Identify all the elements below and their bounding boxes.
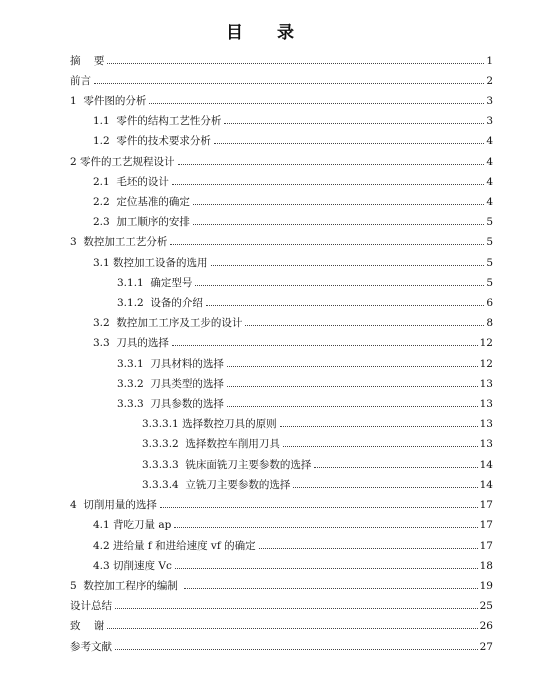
toc-entry-page: 2 <box>486 75 493 87</box>
leader-dots <box>172 184 484 185</box>
toc-entry-page: 13 <box>479 438 493 450</box>
toc-entry[interactable] <box>93 208 493 228</box>
toc-entry-label: 3 数控加工工艺分析 <box>70 236 168 248</box>
toc-entry[interactable] <box>142 430 493 450</box>
toc-entry-label: 3.1.1 确定型号 <box>117 277 193 289</box>
leader-dots <box>160 507 478 508</box>
toc-entry-page: 8 <box>486 317 493 329</box>
toc-entry[interactable] <box>93 107 493 127</box>
leader-dots <box>314 467 477 468</box>
toc-entry[interactable] <box>70 228 493 248</box>
toc-entry[interactable] <box>142 410 493 430</box>
toc-entry[interactable] <box>142 451 493 471</box>
toc-entry[interactable] <box>70 612 493 632</box>
leader-dots <box>206 305 484 306</box>
toc-entry[interactable] <box>117 269 493 289</box>
toc-entry-label: 3.3 刀具的选择 <box>93 337 169 349</box>
toc-entry[interactable] <box>93 511 493 531</box>
toc-entry-page: 26 <box>479 620 493 632</box>
toc-entry-page: 14 <box>479 459 493 471</box>
leader-dots <box>214 143 484 144</box>
toc-entry[interactable] <box>93 532 493 552</box>
toc-entry-page: 5 <box>486 236 493 248</box>
toc-entry[interactable] <box>117 350 493 370</box>
toc-entry[interactable] <box>93 188 493 208</box>
toc-entry-page: 4 <box>486 176 493 188</box>
leader-dots <box>172 345 478 346</box>
toc-entry-label: 1 零件图的分析 <box>70 95 147 107</box>
toc-entry[interactable] <box>142 471 493 491</box>
leader-dots <box>94 83 484 84</box>
toc-entry-label: 3.1 数控加工设备的选用 <box>93 257 208 269</box>
toc-entry-label: 2 零件的工艺规程设计 <box>70 156 175 168</box>
leader-dots <box>227 406 478 407</box>
leader-dots <box>178 164 485 165</box>
toc-entry-page: 17 <box>479 519 493 531</box>
leader-dots <box>211 265 485 266</box>
toc-entry-label: 2.3 加工顺序的安排 <box>93 216 190 228</box>
toc-entry-page: 17 <box>479 540 493 552</box>
toc-entry-label: 3.2 数控加工工序及工步的设计 <box>93 317 243 329</box>
toc-entry-label: 2.2 定位基准的确定 <box>93 196 190 208</box>
toc-entry[interactable] <box>93 329 493 349</box>
toc-entry[interactable] <box>70 491 493 511</box>
toc-entry[interactable] <box>117 390 493 410</box>
toc-entry-page: 1 <box>486 55 493 67</box>
toc-entry-page: 25 <box>479 600 493 612</box>
toc-entry-label: 1.2 零件的技术要求分析 <box>93 135 211 147</box>
toc-entry[interactable] <box>70 87 493 107</box>
toc-entry-page: 4 <box>486 196 493 208</box>
toc-entry-page: 3 <box>486 95 493 107</box>
toc-entry[interactable] <box>70 47 493 67</box>
toc-entry-page: 3 <box>486 115 493 127</box>
toc-entry-label: 4.3 切削速度 Vc <box>93 560 172 572</box>
toc-entry[interactable] <box>70 633 493 653</box>
leader-dots <box>280 426 478 427</box>
toc-entry-label: 设计总结 <box>70 600 112 612</box>
toc-entry-label: 3.3.3.2 选择数控车削用刀具 <box>142 438 280 450</box>
toc-entry-label: 4 切削用量的选择 <box>70 499 157 511</box>
toc-entry[interactable] <box>117 370 493 390</box>
toc-entry-label: 3.3.3.3 铣床面铣刀主要参数的选择 <box>142 459 312 471</box>
leader-dots <box>259 548 478 549</box>
toc-entry-page: 13 <box>479 378 493 390</box>
leader-dots <box>193 224 484 225</box>
toc-entry-page: 19 <box>479 580 493 592</box>
toc-entry-label: 前言 <box>70 75 91 87</box>
toc-entry-page: 5 <box>486 257 493 269</box>
toc-entry-label: 2.1 毛坯的设计 <box>93 176 169 188</box>
toc-entry-label: 3.3.3.1 选择数控刀具的原则 <box>142 418 277 430</box>
toc-entry[interactable] <box>93 168 493 188</box>
toc-entry-label: 3.3.3 刀具参数的选择 <box>117 398 224 410</box>
toc-entry-page: 13 <box>479 398 493 410</box>
toc-entry-label: 4.2 进给量 f 和进给速度 vf 的确定 <box>93 540 256 552</box>
leader-dots <box>175 568 478 569</box>
leader-dots <box>107 628 477 629</box>
toc-entry-label: 5 数控加工程序的编制 <box>70 580 182 592</box>
leader-dots <box>174 527 477 528</box>
leader-dots <box>115 608 478 609</box>
leader-dots <box>115 649 478 650</box>
toc-entry-label: 1.1 零件的结构工艺性分析 <box>93 115 222 127</box>
toc-entry-page: 5 <box>486 277 493 289</box>
leader-dots <box>227 386 478 387</box>
toc-entry-label: 3.1.2 设备的介绍 <box>117 297 203 309</box>
toc-entry-page: 6 <box>486 297 493 309</box>
leader-dots <box>195 285 484 286</box>
toc-entry-label: 4.1 背吃刀量 ap <box>93 519 172 531</box>
toc-entry[interactable] <box>70 572 493 592</box>
leader-dots <box>107 63 484 64</box>
toc-entry-label: 3.3.2 刀具类型的选择 <box>117 378 224 390</box>
toc-entry-page: 5 <box>486 216 493 228</box>
leader-dots <box>184 588 477 589</box>
toc-entry[interactable] <box>70 148 493 168</box>
leader-dots <box>149 103 484 104</box>
toc-entry[interactable] <box>93 249 493 269</box>
toc-entry[interactable] <box>93 309 493 329</box>
toc-entry-page: 17 <box>479 499 493 511</box>
toc-entry-page: 12 <box>479 358 493 370</box>
leader-dots <box>245 325 484 326</box>
leader-dots <box>283 446 478 447</box>
toc-entry[interactable] <box>93 127 493 147</box>
toc-entry-page: 4 <box>486 156 493 168</box>
toc-entry-label: 3.3.1 刀具材料的选择 <box>117 358 224 370</box>
toc-entry-page: 14 <box>479 479 493 491</box>
leader-dots <box>293 487 477 488</box>
toc-entry-label: 参考文献 <box>70 641 112 653</box>
toc-entry-page: 18 <box>479 560 493 572</box>
toc-entry[interactable] <box>117 289 493 309</box>
leader-dots <box>224 123 484 124</box>
toc-entry-page: 27 <box>479 641 493 653</box>
toc-entry-label: 3.3.3.4 立铣刀主要参数的选择 <box>142 479 291 491</box>
toc-entry[interactable] <box>93 552 493 572</box>
toc-entry[interactable] <box>70 67 493 87</box>
toc-entry-page: 13 <box>479 418 493 430</box>
toc-entry-label: 摘 要 <box>70 55 105 67</box>
leader-dots <box>227 366 478 367</box>
toc-title: 目 录 <box>226 23 308 43</box>
leader-dots <box>170 244 484 245</box>
toc-entry-label: 致 谢 <box>70 620 105 632</box>
leader-dots <box>193 204 484 205</box>
toc-entry-page: 4 <box>486 135 493 147</box>
toc-entry-page: 12 <box>479 337 493 349</box>
toc-entry[interactable] <box>70 592 493 612</box>
